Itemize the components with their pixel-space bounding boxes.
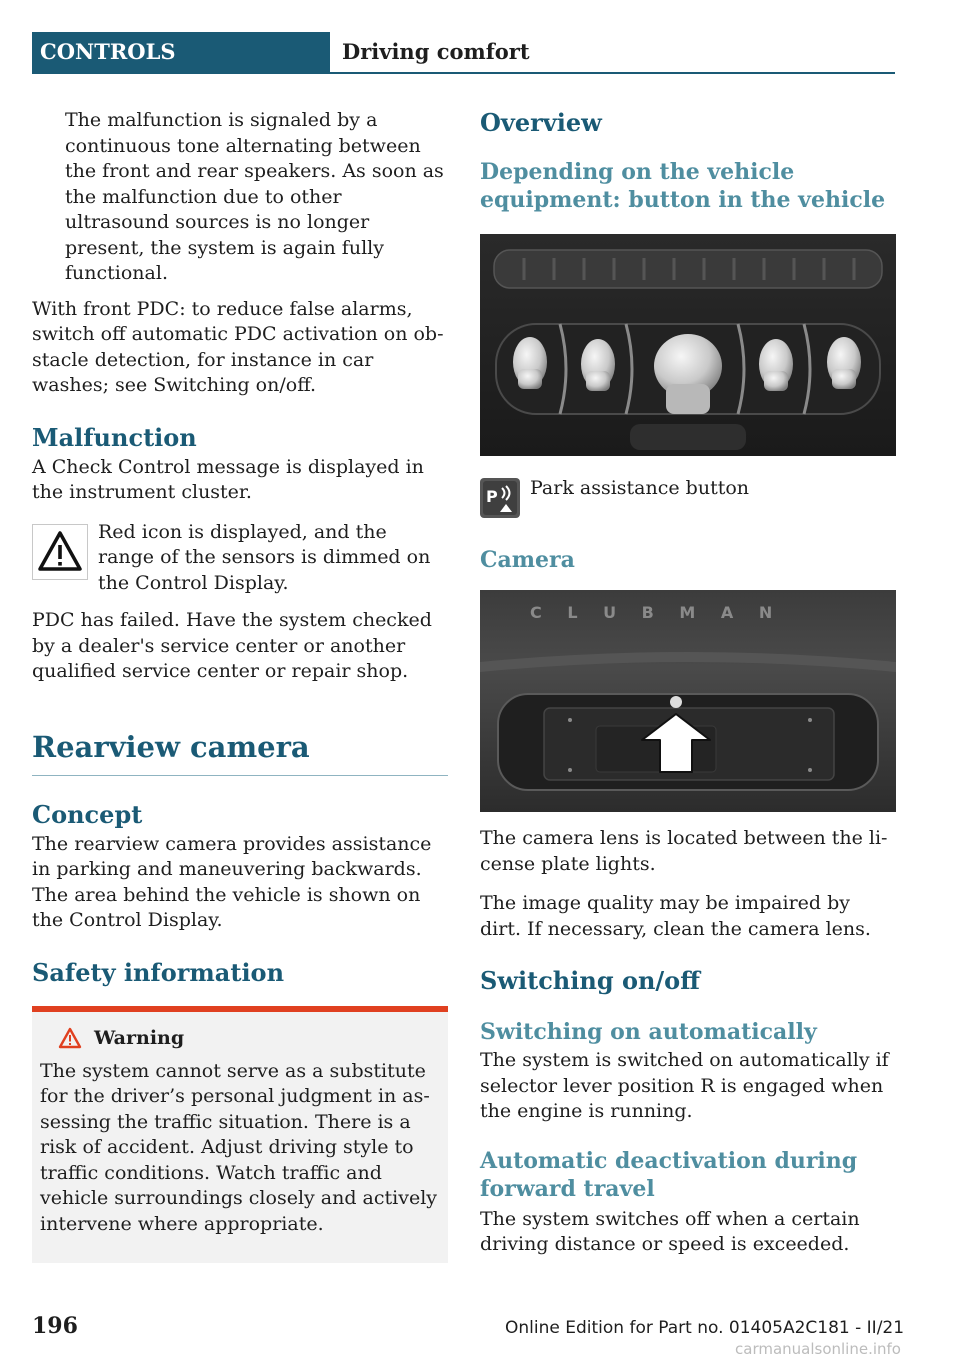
left-column <box>32 108 448 1263</box>
page-header <box>32 32 895 74</box>
park-assistance-icon <box>480 478 520 518</box>
image-quality-text: The image quality may be impaired by dirt. If necessary, clean the camera lens. <box>480 892 871 940</box>
camera-lens-text: The camera lens is located between the license plate lights. <box>480 827 888 875</box>
edition-text: Online Edition for Part no. 01405A2C181 - II/21 <box>505 1318 905 1338</box>
switching-heading: Switching on/off <box>480 966 700 995</box>
concept-text: The rearview camera provides assistance in parking and maneuvering backwards. The area behind the vehicle is shown on the Control Display. <box>32 832 432 931</box>
equipment-heading: Depending on the vehicle equipment: button in the vehicle <box>480 159 886 213</box>
malfunction-heading: Malfunction <box>32 422 197 452</box>
camera-heading: Camera <box>480 547 575 573</box>
rearview-heading-block <box>32 729 448 776</box>
header-section: CONTROLS <box>32 32 330 72</box>
warning-triangle-small-icon <box>58 1027 82 1049</box>
park-button-row <box>480 476 896 546</box>
dashboard-buttons-photo <box>480 234 896 456</box>
auto-off-heading: Automatic deactivation during forward travel <box>480 1147 858 1202</box>
malfunction-text: A Check Control message is displayed in the instrument cluster. <box>32 455 424 503</box>
auto-on-text: The system is switched on automatically if selector lever position R is engaged when the engine is running. <box>480 1049 889 1122</box>
page-number: 196 <box>32 1313 78 1339</box>
warning-triangle-icon <box>32 524 88 580</box>
auto-on-heading: Switching on automatically <box>480 1019 817 1045</box>
warning-title-row <box>40 1026 440 1051</box>
header-title: Driving comfort <box>342 39 530 64</box>
camera-location-photo <box>480 590 896 812</box>
right-column <box>480 108 896 1258</box>
overview-heading: Overview <box>480 108 602 137</box>
warning-box <box>32 1006 448 1264</box>
red-icon-row <box>32 520 448 597</box>
svg-text:P: P <box>486 487 498 506</box>
clubman-badge-text: C L U B M A N <box>530 603 783 622</box>
warning-text: The system cannot serve as a substitute for the driver’s personal judgment in assessing the traffic situation. There is a risk of accident. Adjust driving style to traffic conditions. Watch traffic and vehicle surroundings closely and actively intervene where appropriate. <box>40 1059 438 1235</box>
pdc-failed-text: PDC has failed. Have the system checked by a dealer's service center or another qualified service center or repair shop. <box>32 609 432 682</box>
malfunction-tone-text: The malfunction is signaled by a continuous tone alternating between the front and rear speakers. As soon as the malfunction due to other ultrasound sources is no longer present, the system is again fully functional. <box>65 109 444 284</box>
auto-off-text: The system switches off when a certain driving distance or speed is exceeded. <box>480 1207 860 1255</box>
safety-information-heading: Safety information <box>32 957 285 987</box>
concept-heading: Concept <box>32 799 143 829</box>
rearview-camera-heading: Rearview camera <box>32 729 310 764</box>
front-pdc-text: With front PDC: to reduce false alarms, switch off automatic PDC activation on obstacle detection, for instance in car washes; see Switching on/off. <box>32 297 444 396</box>
watermark-text: carmanualsonline.info <box>735 1340 901 1358</box>
warning-title: Warning <box>94 1026 185 1049</box>
park-assistance-label: Park assistance button <box>530 477 750 499</box>
red-icon-text: Red icon is displayed, and the range of the sensors is dimmed on the Control Display. <box>98 520 431 594</box>
